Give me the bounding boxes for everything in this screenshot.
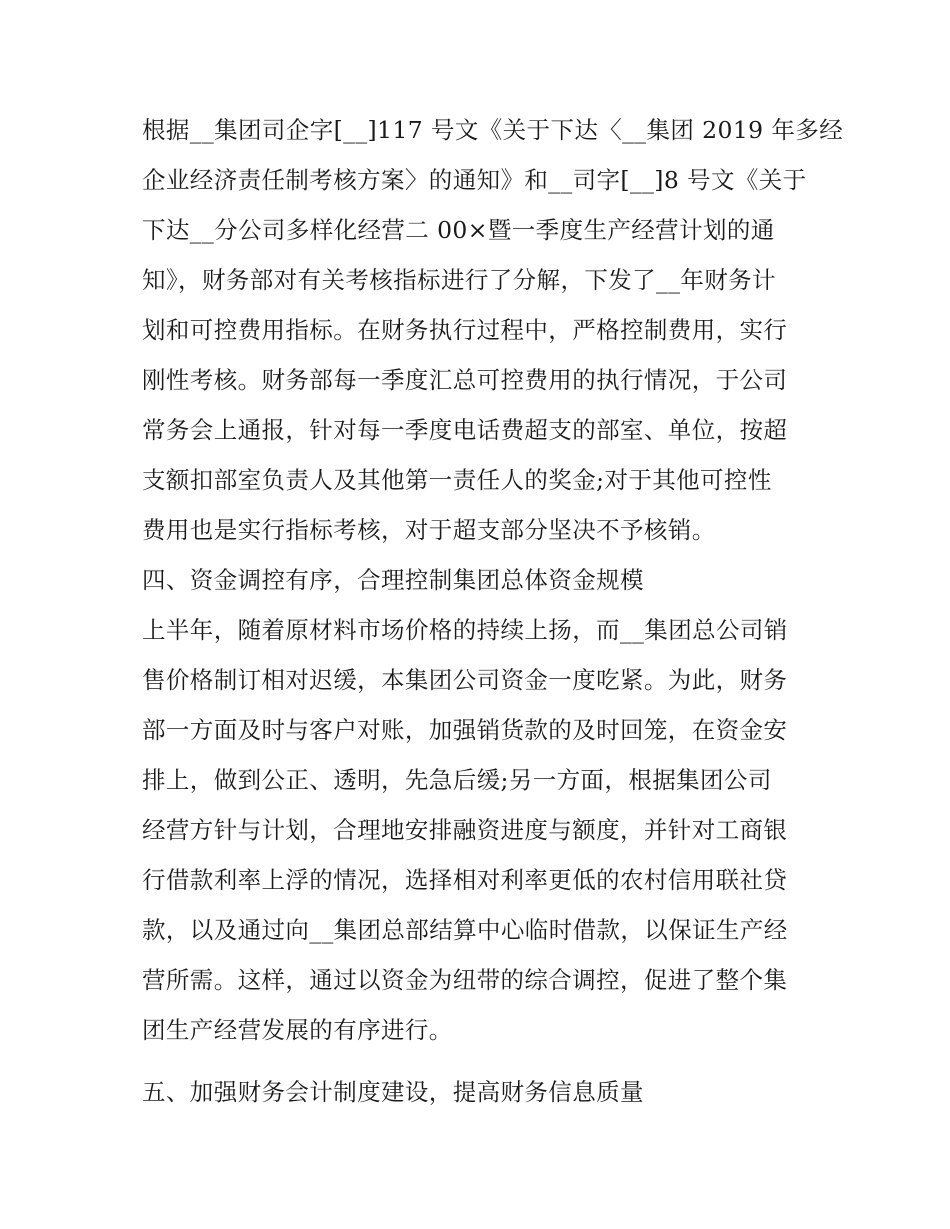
- paragraph-line: 费用也是实行指标考核，对于超支部分坚决不予核销。: [142, 516, 716, 544]
- paragraph-line: 下达__分公司多样化经营二 00×暨一季度生产经营计划的通: [142, 216, 775, 244]
- paragraph-line: 排上，做到公正、透明，先急后缓;另一方面，根据集团公司: [142, 766, 772, 794]
- paragraph-line: 行借款利率上浮的情况，选择相对利率更低的农村信用联社贷: [142, 866, 788, 894]
- paragraph-line: 划和可控费用指标。在财务执行过程中，严格控制费用，实行: [142, 316, 788, 344]
- paragraph-line: 上半年，随着原材料市场价格的持续上扬，而__集团总公司销: [142, 616, 788, 644]
- paragraph-line: 刚性考核。财务部每一季度汇总可控费用的执行情况，于公司: [142, 366, 788, 394]
- paragraph-line: 营所需。这样，通过以资金为纽带的综合调控，促进了整个集: [142, 966, 788, 994]
- paragraph-line: 经营方针与计划，合理地安排融资进度与额度，并针对工商银: [142, 816, 788, 844]
- paragraph-line: 根据__集团司企字[__]117 号文《关于下达〈__集团 2019 年多经: [142, 116, 844, 144]
- section-heading: 四、资金调控有序，合理控制集团总体资金规模: [142, 566, 644, 594]
- paragraph-line: 部一方面及时与客户对账，加强销货款的及时回笼，在资金安: [142, 716, 788, 744]
- paragraph-line: 知》，财务部对有关考核指标进行了分解，下发了__年财务计: [142, 266, 776, 294]
- paragraph-line: 款，以及通过向__集团总部结算中心临时借款，以保证生产经: [142, 916, 788, 944]
- paragraph-line: 常务会上通报，针对每一季度电话费超支的部室、单位，按超: [142, 416, 788, 444]
- paragraph-line: 企业经济责任制考核方案〉的通知》和__司字[__]8 号文《关于: [142, 166, 807, 194]
- paragraph-line: 团生产经营发展的有序进行。: [142, 1016, 453, 1044]
- paragraph-line: 售价格制订相对迟缓，本集团公司资金一度吃紧。为此，财务: [142, 666, 788, 694]
- paragraph-line: 支额扣部室负责人及其他第一责任人的奖金;对于其他可控性: [142, 466, 772, 494]
- section-heading: 五、加强财务会计制度建设，提高财务信息质量: [142, 1078, 644, 1106]
